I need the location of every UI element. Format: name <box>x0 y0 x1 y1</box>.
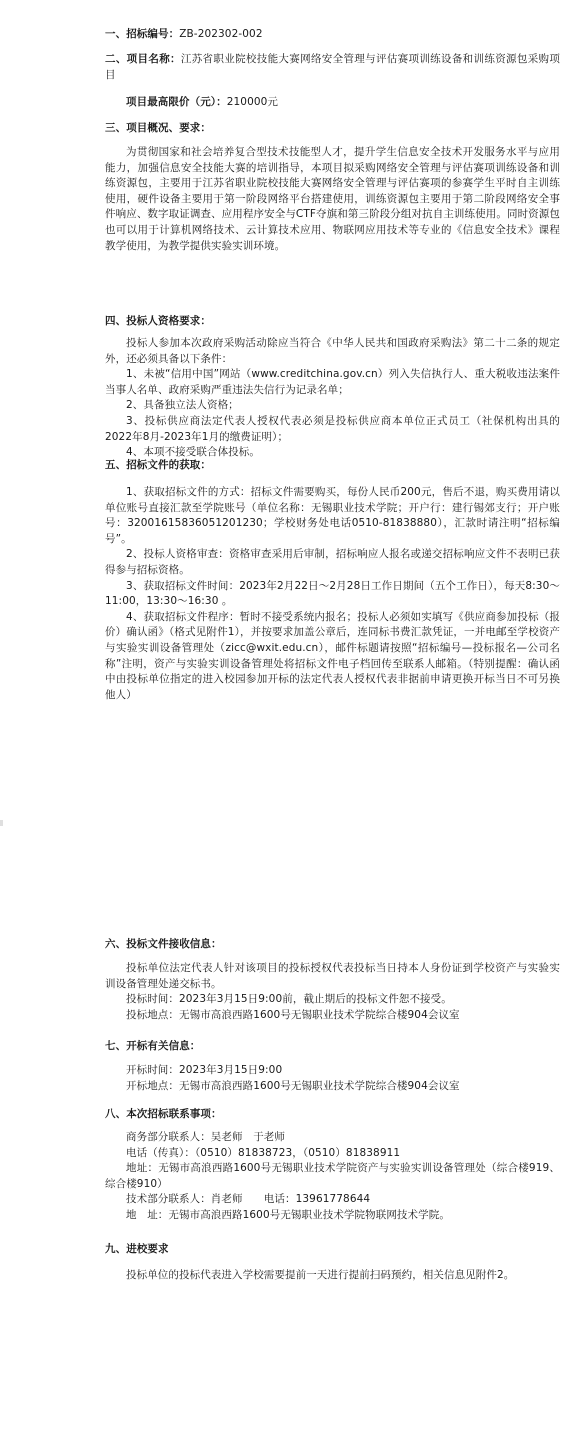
section-qualification-body <box>105 336 560 461</box>
section-submission-body <box>105 961 560 1023</box>
submission-text: 投标单位法定代表人针对该项目的投标授权代表投标当日持本人身份证到学校资产与实验实训设备管理处递交标书。 <box>105 962 560 990</box>
contact-address: 地址：无锡市高浪西路1600号无锡职业技术学院资产与实验实训设备管理处（综合楼919、综合楼910） <box>105 1162 560 1190</box>
project-name-value: 江苏省职业院校技能大赛网络安全管理与评估赛项训练设备和训练资源包采购项目 <box>105 53 560 81</box>
qualification-intro: 投标人参加本次政府采购活动除应当符合《中华人民共和国政府采购法》第二十二条的规定外，还必须具备以下条件： <box>105 337 560 365</box>
qualification-item: 3、投标供应商法定代表人授权代表必须是投标供应商本单位正式员工（社保机构出具的2022年8月-2023年1月的缴费证明）； <box>105 414 560 443</box>
section-opening-heading: 七、开标有关信息： <box>105 1040 201 1052</box>
scan-mark <box>0 820 3 826</box>
contact-technical-address: 地 址：无锡市高浪西路1600号无锡职业技术学院物联网技术学院。 <box>126 1208 450 1221</box>
section-opening-body <box>105 1063 560 1094</box>
opening-time: 开标时间：2023年3月15日9:00 <box>126 1064 283 1076</box>
section-overview-text: 为贯彻国家和社会培养复合型技术技能型人才，提升学生信息安全技术开发服务水平与应用能力，加强信息安全技能大赛的培训指导，本项目拟采购网络安全管理与评估赛项训练设备和训练资源包，主要用于江苏省职业院校技能大赛网络安全管理与评估赛项的参赛学生平时自主训练使用，硬件设备主要用于第一阶段网络平台搭建使用，训练资源包主要用于第二阶段网络安全事件响应、数字取证调查、应用程序安全与CTF夺旗和第三阶段分组对抗自主训练使用。同时资源包也可以用于计算机网络技术、云计算技术应用、物联网应用技术等专业的《信息安全技术》课程教学使用，为教学提供实验实训环境。 <box>105 146 560 252</box>
submission-place: 投标地点：无锡市高浪西路1600号无锡职业技术学院综合楼904会议室 <box>126 1008 460 1021</box>
qualification-item: 4、本项不接受联合体投标。 <box>126 446 260 459</box>
section-documents-body <box>105 485 560 703</box>
submission-time: 投标时间：2023年3月15日9:00前，截止期后的投标文件恕不接受。 <box>126 993 452 1006</box>
opening-place: 开标地点：无锡市高浪西路1600号无锡职业技术学院综合楼904会议室 <box>126 1079 460 1092</box>
project-name-label: 二、项目名称： <box>105 53 181 65</box>
section-qualification-heading: 四、投标人资格要求： <box>105 315 211 327</box>
contact-business: 商务部分联系人：吴老师 于老师 <box>126 1131 285 1143</box>
documents-item: 1、获取招标文件的方式：招标文件需要购买，每份人民币200元，售后不退，购买费用请以单位账号直接汇款至学院账号（单位名称：无锡职业技术学院；开户行：建行锡郊支行；开户账号：32001615836051201230；学校财务处电话0510-81838880），汇款时请注明“招标编号”。 <box>105 486 560 545</box>
section-campus-heading: 九、进校要求 <box>105 1243 169 1255</box>
section-project-name <box>105 52 560 83</box>
bid-number-label: 一、招标编号： <box>105 28 180 40</box>
documents-item: 4、获取招标文件程序：暂时不接受系统内报名；投标人必须如实填写《供应商参加投标（报价）确认函》（格式见附件1），并按要求加盖公章后，连同标书费汇款凭证，一并电邮至学校资产与实验实训设备管理处（zicc@wxit.edu.cn），邮件标题请按照“招标编号—投标报名—公司名称”注明，资产与实验实训设备管理处将招标文件电子档回传至联系人邮箱。（特别提醒：确认函中由投标单位指定的进入校园参加开标的法定代表人授权代表非据前申请更换开标当日不可另换他人） <box>105 610 560 701</box>
max-price <box>105 95 560 110</box>
section-contact-body <box>105 1130 560 1224</box>
section-contact-heading: 八、本次招标联系事项： <box>105 1108 222 1120</box>
contact-technical: 技术部分联系人：肖老师 电话：13961778644 <box>126 1193 371 1206</box>
section-submission-heading: 六、投标文件接收信息： <box>105 938 222 950</box>
max-price-value: 210000元 <box>226 96 279 108</box>
section-overview-heading: 三、项目概况、要求： <box>105 122 211 134</box>
max-price-label: 项目最高限价（元）： <box>126 96 227 108</box>
documents-item: 3、获取招标文件时间：2023年2月22日～2月28日工作日期间（五个工作日），每天8:30～11:00，13:30～16:30 。 <box>105 579 560 608</box>
qualification-item: 2、具备独立法人资格； <box>126 399 239 412</box>
contact-phone: 电话（传真）：（0510）81838723，（0510）81838911 <box>126 1146 401 1159</box>
section-campus-text: 投标单位的投标代表进入学校需要提前一天进行提前扫码预约，相关信息见附件2。 <box>126 1269 515 1281</box>
qualification-item: 1、未被“信用中国”网站（www.creditchina.gov.cn）列入失信执行人、重大税收违法案件当事人名单、政府采购严重违法失信行为记录名单； <box>105 368 560 396</box>
bid-number-value: ZB-202302-002 <box>179 28 263 40</box>
section-documents-heading: 五、招标文件的获取： <box>105 459 211 471</box>
documents-item: 2、投标人资格审查：资格审查采用后审制，招标响应人报名或递交招标响应文件不表明已获得参与招标资格。 <box>105 548 560 576</box>
section-bid-number <box>105 27 560 42</box>
